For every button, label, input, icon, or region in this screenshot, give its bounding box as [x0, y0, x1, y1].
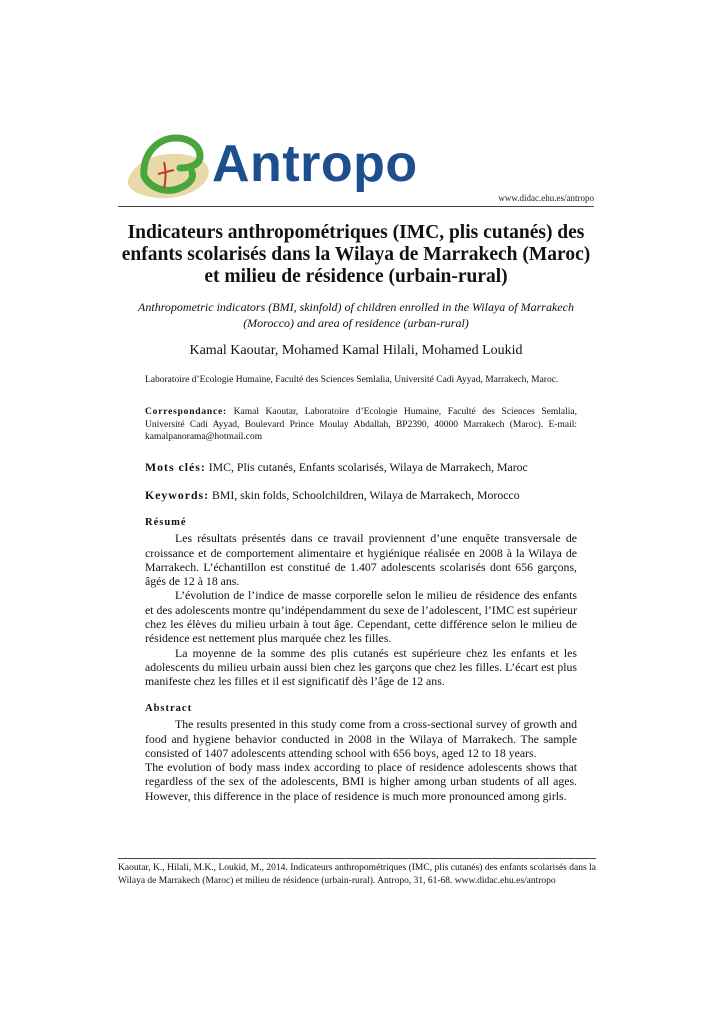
article-title: Indicateurs anthropométriques (IMC, plis cutanés) des enfants scolarisés dans la Wilaya de Marrakech (Maroc) et milieu de résidence (urbain-rural): [121, 222, 591, 287]
footer-divider: [118, 858, 596, 859]
abstract-paragraph: The results presented in this study come from a cross-sectional survey of growth and food and hygiene behavior conducted in 2008 in the Wilaya of Marrakech. The sample consisted of 1407 adolescents attending school with 656 boys, aged 12 to 18 years.: [145, 717, 577, 760]
keywords-en-label: Keywords:: [145, 488, 210, 502]
keywords-fr: [145, 460, 577, 475]
keywords-fr-text: IMC, Plis cutanés, Enfants scolarisés, Wilaya de Marrakech, Maroc: [208, 460, 528, 474]
abstract-heading: Abstract: [145, 703, 193, 714]
citation-footer: Kaoutar, K., Hilali, M.K., Loukid, M., 2014. Indicateurs anthropométriques (IMC, plis cutanés) des enfants scolarisés dans la Wilaya de Marrakech (Maroc) et milieu de résidence (urbain-rural). Antropo, 31, 61-68. www.didac.ehu.es/antropo: [118, 863, 596, 886]
correspondence-text: Kamal Kaoutar, Laboratoire d’Ecologie Humaine, Faculté des Sciences Semlalia, Université Cadi Ayyad, Boulevard Prince Moulay Abdallah, BP2390, 40000 Marrakech (Maroc). E-mail: kamalpanorama@hotmail.com: [145, 407, 578, 442]
keywords-en: [145, 488, 577, 503]
affiliation: Laboratoire d’Ecologie Humaine, Faculté des Sciences Semlalia, Université Cadi Ayyad, Marrakech, Maroc.: [145, 375, 559, 385]
keywords-en-text: BMI, skin folds, Schoolchildren, Wilaya de Marrakech, Morocco: [212, 488, 520, 502]
resume-paragraph: Les résultats présentés dans ce travail proviennent d’une enquête transversale de croissance et de comportement alimentaire et hygiénique réalisée en 2008 à la Wilaya de Marrakech. L’échantillon est constitué de 1.407 adolescents scolarisés dont 656 garçons, âgés de 12 à 18 ans.: [145, 531, 577, 589]
header-divider: [118, 206, 594, 207]
keywords-fr-label: Mots clés:: [145, 460, 206, 474]
abstract-paragraph: The evolution of body mass index according to place of residence adolescents shows that regardless of the sex of the adolescents, BMI is higher among urban students of all ages. However, this difference in the place of residence is much more pronounced among girls.: [145, 760, 577, 803]
correspondence-label: Correspondance:: [145, 407, 228, 417]
journal-name: Antropo: [212, 135, 418, 193]
correspondence: [145, 406, 577, 444]
resume-heading: Résumé: [145, 517, 187, 528]
resume-paragraph: La moyenne de la somme des plis cutanés est supérieure chez les enfants et les adolescents du milieu urbain aussi bien chez les garçons que chez les filles. L’écart est plus manifeste chez les filles et il est significatif dès l’âge de 12 ans.: [145, 645, 577, 689]
antropo-logo-mark-icon: [120, 118, 220, 218]
site-url[interactable]: www.didac.ehu.es/antropo: [498, 193, 594, 203]
article-authors: Kamal Kaoutar, Mohamed Kamal Hilali, Mohamed Loukid: [189, 343, 523, 358]
article-subtitle: Anthropometric indicators (BMI, skinfold) of children enrolled in the Wilaya of Marrakech (Morocco) and area of residence (urban-rural): [138, 300, 574, 330]
resume-paragraph: L’évolution de l’indice de masse corporelle selon le milieu de résidence des enfants et des adolescents montre qu’indépendamment du sexe de l’adolescent, l’IMC est supérieur chez les élèves du milieu urbain à tout âge. Cependant, cette différence selon le milieu de résidence est nettement plus marquée chez les filles.: [145, 588, 577, 646]
abstract-section: [145, 702, 577, 803]
resume-section: [145, 516, 577, 689]
